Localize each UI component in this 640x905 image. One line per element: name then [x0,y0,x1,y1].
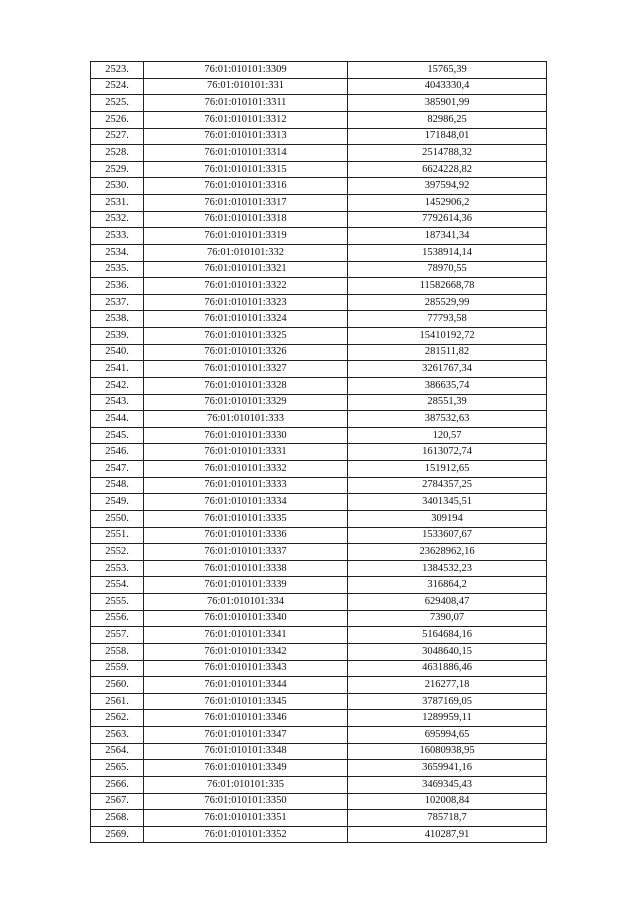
table-row [91,211,547,228]
row-number-cell: 2540. [91,344,144,361]
cadastral-value-cell: 3787169,05 [348,693,547,710]
cadastral-number-cell: 76:01:010101:331 [144,78,348,95]
cadastral-number-cell: 76:01:010101:3321 [144,261,348,278]
row-number-cell: 2558. [91,643,144,660]
table-row [91,627,547,644]
cadastral-number-cell: 76:01:010101:3345 [144,693,348,710]
table-row [91,677,547,694]
cadastral-number-cell: 76:01:010101:3337 [144,544,348,561]
cadastral-number-cell: 76:01:010101:3313 [144,128,348,145]
table-row [91,727,547,744]
table-row [91,261,547,278]
row-number-cell: 2535. [91,261,144,278]
cadastral-number-cell: 76:01:010101:3352 [144,826,348,843]
row-number-cell: 2561. [91,693,144,710]
cadastral-number-cell: 76:01:010101:3332 [144,461,348,478]
table-row [91,527,547,544]
cadastral-number-cell: 76:01:010101:3323 [144,294,348,311]
table-row [91,377,547,394]
cadastral-number-cell: 76:01:010101:332 [144,244,348,261]
cadastral-value-cell: 120,57 [348,427,547,444]
table-row [91,560,547,577]
table-row [91,826,547,843]
row-number-cell: 2548. [91,477,144,494]
cadastral-value-cell: 11582668,78 [348,278,547,295]
cadastral-number-cell: 76:01:010101:3325 [144,328,348,345]
row-number-cell: 2528. [91,145,144,162]
cadastral-value-cell: 629408,47 [348,594,547,611]
table-row [91,111,547,128]
table-row [91,62,547,79]
cadastral-value-cell: 23628962,16 [348,544,547,561]
row-number-cell: 2547. [91,461,144,478]
table-row [91,793,547,810]
cadastral-number-cell: 76:01:010101:3347 [144,727,348,744]
row-number-cell: 2556. [91,610,144,627]
table-row [91,660,547,677]
row-number-cell: 2569. [91,826,144,843]
cadastral-number-cell: 76:01:010101:3315 [144,161,348,178]
cadastral-value-cell: 387532,63 [348,411,547,428]
cadastral-number-cell: 76:01:010101:334 [144,594,348,611]
cadastral-number-cell: 76:01:010101:3312 [144,111,348,128]
row-number-cell: 2553. [91,560,144,577]
table-row [91,228,547,245]
cadastral-value-cell: 4043330,4 [348,78,547,95]
table-row [91,294,547,311]
cadastral-value-cell: 1613072,74 [348,444,547,461]
cadastral-value-cell: 385901,99 [348,95,547,112]
cadastral-number-cell: 76:01:010101:3341 [144,627,348,644]
cadastral-value-cell: 2514788,32 [348,145,547,162]
cadastral-value-cell: 16080938,95 [348,743,547,760]
row-number-cell: 2554. [91,577,144,594]
cadastral-number-cell: 76:01:010101:3330 [144,427,348,444]
row-number-cell: 2567. [91,793,144,810]
cadastral-number-cell: 76:01:010101:3333 [144,477,348,494]
cadastral-number-cell: 76:01:010101:3349 [144,760,348,777]
cadastral-number-cell: 76:01:010101:3324 [144,311,348,328]
table-row [91,78,547,95]
row-number-cell: 2523. [91,62,144,79]
cadastral-number-cell: 76:01:010101:3339 [144,577,348,594]
cadastral-number-cell: 76:01:010101:3314 [144,145,348,162]
row-number-cell: 2530. [91,178,144,195]
table-row [91,494,547,511]
cadastral-value-cell: 285529,99 [348,294,547,311]
row-number-cell: 2542. [91,377,144,394]
table-row [91,95,547,112]
cadastral-value-cell: 1452906,2 [348,195,547,212]
cadastral-number-cell: 76:01:010101:3319 [144,228,348,245]
cadastral-number-cell: 76:01:010101:3336 [144,527,348,544]
table-row [91,693,547,710]
table-row [91,311,547,328]
row-number-cell: 2544. [91,411,144,428]
cadastral-number-cell: 76:01:010101:3317 [144,195,348,212]
row-number-cell: 2536. [91,278,144,295]
cadastral-number-cell: 76:01:010101:3348 [144,743,348,760]
row-number-cell: 2538. [91,311,144,328]
cadastral-number-cell: 76:01:010101:3318 [144,211,348,228]
table-row [91,776,547,793]
cadastral-value-table [90,61,547,843]
table-row [91,743,547,760]
row-number-cell: 2549. [91,494,144,511]
row-number-cell: 2564. [91,743,144,760]
cadastral-value-cell: 1384532,23 [348,560,547,577]
row-number-cell: 2531. [91,195,144,212]
cadastral-number-cell: 76:01:010101:3343 [144,660,348,677]
cadastral-value-cell: 1533607,67 [348,527,547,544]
cadastral-value-cell: 82986,25 [348,111,547,128]
cadastral-value-cell: 3659941,16 [348,760,547,777]
cadastral-number-cell: 76:01:010101:3328 [144,377,348,394]
cadastral-number-cell: 76:01:010101:3329 [144,394,348,411]
cadastral-value-cell: 151912,65 [348,461,547,478]
cadastral-value-cell: 3469345,43 [348,776,547,793]
row-number-cell: 2532. [91,211,144,228]
cadastral-number-cell: 76:01:010101:3331 [144,444,348,461]
table-row [91,128,547,145]
row-number-cell: 2539. [91,328,144,345]
cadastral-value-cell: 5164684,16 [348,627,547,644]
cadastral-number-cell: 76:01:010101:3346 [144,710,348,727]
table-body [91,62,547,843]
row-number-cell: 2563. [91,727,144,744]
cadastral-value-cell: 410287,91 [348,826,547,843]
table-row [91,710,547,727]
row-number-cell: 2568. [91,810,144,827]
cadastral-number-cell: 76:01:010101:3350 [144,793,348,810]
cadastral-number-cell: 76:01:010101:3326 [144,344,348,361]
table-row [91,544,547,561]
cadastral-value-cell: 15765,39 [348,62,547,79]
row-number-cell: 2562. [91,710,144,727]
table-row [91,195,547,212]
cadastral-value-cell: 78970,55 [348,261,547,278]
cadastral-value-cell: 7792614,36 [348,211,547,228]
row-number-cell: 2526. [91,111,144,128]
row-number-cell: 2551. [91,527,144,544]
cadastral-number-cell: 76:01:010101:3322 [144,278,348,295]
table-row [91,461,547,478]
cadastral-number-cell: 76:01:010101:3316 [144,178,348,195]
cadastral-value-cell: 2784357,25 [348,477,547,494]
cadastral-value-cell: 15410192,72 [348,328,547,345]
cadastral-value-cell: 785718,7 [348,810,547,827]
table-row [91,178,547,195]
cadastral-value-cell: 102008,84 [348,793,547,810]
row-number-cell: 2555. [91,594,144,611]
row-number-cell: 2559. [91,660,144,677]
row-number-cell: 2545. [91,427,144,444]
cadastral-value-cell: 171848,01 [348,128,547,145]
table-row [91,577,547,594]
row-number-cell: 2550. [91,510,144,527]
cadastral-value-cell: 397594,92 [348,178,547,195]
row-number-cell: 2527. [91,128,144,145]
table-row [91,610,547,627]
table-row [91,161,547,178]
row-number-cell: 2534. [91,244,144,261]
row-number-cell: 2525. [91,95,144,112]
table-row [91,411,547,428]
cadastral-value-cell: 77793,58 [348,311,547,328]
table-row [91,361,547,378]
table-row [91,344,547,361]
row-number-cell: 2546. [91,444,144,461]
cadastral-value-cell: 3261767,34 [348,361,547,378]
cadastral-value-cell: 4631886,46 [348,660,547,677]
table-row [91,594,547,611]
row-number-cell: 2529. [91,161,144,178]
table-row [91,810,547,827]
cadastral-number-cell: 76:01:010101:3309 [144,62,348,79]
cadastral-number-cell: 76:01:010101:3351 [144,810,348,827]
table-row [91,427,547,444]
table-row [91,244,547,261]
row-number-cell: 2537. [91,294,144,311]
row-number-cell: 2533. [91,228,144,245]
table-row [91,145,547,162]
cadastral-value-cell: 3048640,15 [348,643,547,660]
row-number-cell: 2557. [91,627,144,644]
table-row [91,328,547,345]
cadastral-number-cell: 76:01:010101:333 [144,411,348,428]
table-row [91,444,547,461]
cadastral-value-cell: 3401345,51 [348,494,547,511]
row-number-cell: 2566. [91,776,144,793]
cadastral-value-cell: 309194 [348,510,547,527]
cadastral-number-cell: 76:01:010101:3335 [144,510,348,527]
table-row [91,477,547,494]
row-number-cell: 2541. [91,361,144,378]
table-row [91,278,547,295]
cadastral-value-cell: 6624228,82 [348,161,547,178]
cadastral-value-cell: 1289959,11 [348,710,547,727]
cadastral-value-cell: 386635,74 [348,377,547,394]
row-number-cell: 2565. [91,760,144,777]
cadastral-number-cell: 76:01:010101:3338 [144,560,348,577]
cadastral-value-cell: 28551,39 [348,394,547,411]
row-number-cell: 2543. [91,394,144,411]
table-row [91,760,547,777]
table-row [91,510,547,527]
cadastral-number-cell: 76:01:010101:3334 [144,494,348,511]
cadastral-number-cell: 76:01:010101:3327 [144,361,348,378]
cadastral-number-cell: 76:01:010101:335 [144,776,348,793]
cadastral-value-cell: 695994,65 [348,727,547,744]
cadastral-value-cell: 281511,82 [348,344,547,361]
cadastral-number-cell: 76:01:010101:3311 [144,95,348,112]
cadastral-value-cell: 1538914,14 [348,244,547,261]
cadastral-value-cell: 316864,2 [348,577,547,594]
row-number-cell: 2524. [91,78,144,95]
cadastral-value-cell: 7390,07 [348,610,547,627]
cadastral-number-cell: 76:01:010101:3342 [144,643,348,660]
cadastral-value-cell: 187341,34 [348,228,547,245]
row-number-cell: 2560. [91,677,144,694]
cadastral-number-cell: 76:01:010101:3340 [144,610,348,627]
row-number-cell: 2552. [91,544,144,561]
cadastral-value-cell: 216277,18 [348,677,547,694]
cadastral-number-cell: 76:01:010101:3344 [144,677,348,694]
table-row [91,394,547,411]
table-row [91,643,547,660]
